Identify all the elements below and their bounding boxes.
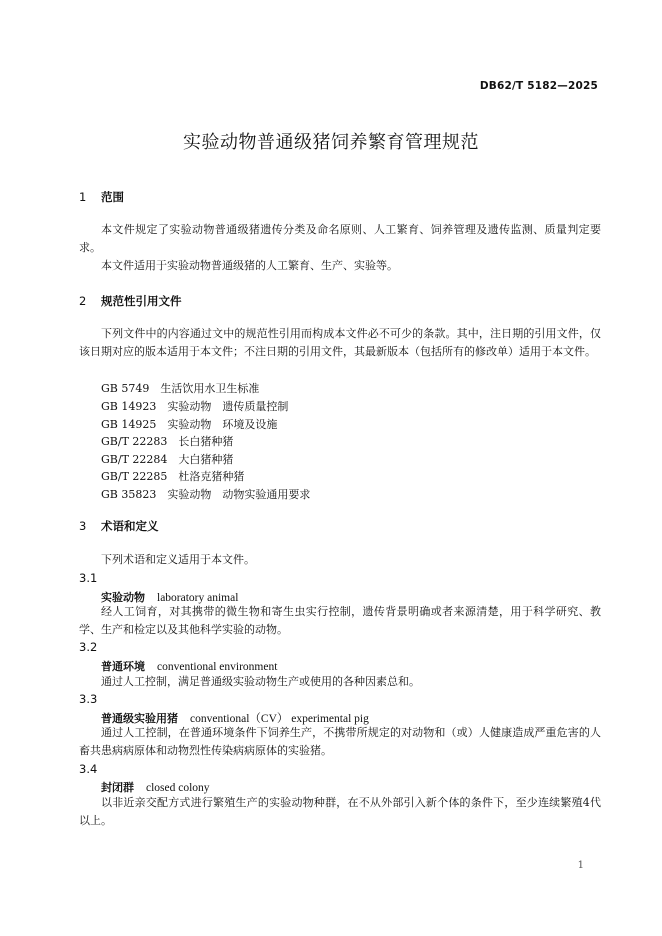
term-definition: 通过人工控制，满足普通级实验动物生产或使用的各种因素总和。: [101, 675, 420, 688]
term-entry: [101, 658, 277, 674]
section-heading-scope: [79, 189, 124, 205]
term-en: laboratory animal: [157, 592, 239, 604]
term-entry: [101, 779, 210, 795]
paragraph: 下列术语和定义适用于本文件。: [101, 553, 255, 566]
term-number: 3.3: [79, 692, 98, 706]
term-zh: 实验动物: [101, 591, 145, 604]
reference-item: GB 35823 实验动物 动物实验通用要求: [101, 488, 311, 501]
paragraph: 本文件适用于实验动物普通级猪的人工繁育、生产、实验等。: [101, 259, 398, 272]
reference-item: GB/T 22285 杜洛克猪种猪: [101, 470, 245, 483]
page-number: 1: [577, 860, 584, 871]
term-number: 3.4: [79, 762, 98, 776]
paragraph: 本文件规定了实验动物普通级猪遗传分类及命名原则、人工繁育、饲养管理及遗传监测、质量判定要求。: [79, 223, 601, 254]
reference-item: GB 5749 生活饮用水卫生标准: [101, 382, 260, 395]
term-definition: 通过人工控制，在普通环境条件下饲养生产，不携带所规定的对动物和（或）人健康造成严重危害的人畜共患病病原体和动物烈性传染病病原体的实验猪。: [79, 726, 601, 757]
section-title: 规范性引用文件: [101, 294, 182, 308]
term-zh: 普通环境: [101, 660, 145, 673]
reference-item: GB 14923 实验动物 遗传质量控制: [101, 400, 289, 413]
section-number: 3: [79, 519, 87, 533]
term-en: conventional environment: [157, 661, 278, 673]
term-number: 3.2: [79, 640, 98, 654]
document-title: 实验动物普通级猪饲养繁育管理规范: [183, 132, 479, 153]
term-definition: 经人工饲育，对其携带的微生物和寄生虫实行控制，遗传背景明确或者来源清楚，用于科学研究、教学、生产和检定以及其他科学实验的动物。: [79, 605, 601, 636]
standard-number: DB62/T 5182—2025: [479, 80, 598, 92]
term-zh: 封闭群: [101, 781, 134, 794]
term-en: closed colony: [146, 782, 210, 794]
term-number: 3.1: [79, 571, 98, 585]
section-title: 术语和定义: [101, 519, 159, 533]
reference-item: GB/T 22284 大白猪种猪: [101, 453, 234, 466]
section-heading-terms: [79, 518, 159, 534]
term-zh: 普通级实验用猪: [101, 712, 178, 725]
term-definition: 以非近亲交配方式进行繁殖生产的实验动物种群，在不从外部引入新个体的条件下，至少连续繁殖4代以上。: [79, 796, 601, 827]
reference-item: GB/T 22283 长白猪种猪: [101, 435, 234, 448]
section-number: 2: [79, 294, 87, 308]
section-heading-normative-references: [79, 293, 182, 309]
section-number: 1: [79, 190, 87, 204]
term-en: conventional（CV） experimental pig: [190, 713, 369, 725]
paragraph: 下列文件中的内容通过文中的规范性引用而构成本文件必不可少的条款。其中，注日期的引用文件，仅该日期对应的版本适用于本文件；不注日期的引用文件，其最新版本（包括所有的修改单）适用于本文件。: [79, 327, 601, 358]
section-title: 范围: [101, 190, 125, 204]
reference-item: GB 14925 实验动物 环境及设施: [101, 418, 278, 431]
